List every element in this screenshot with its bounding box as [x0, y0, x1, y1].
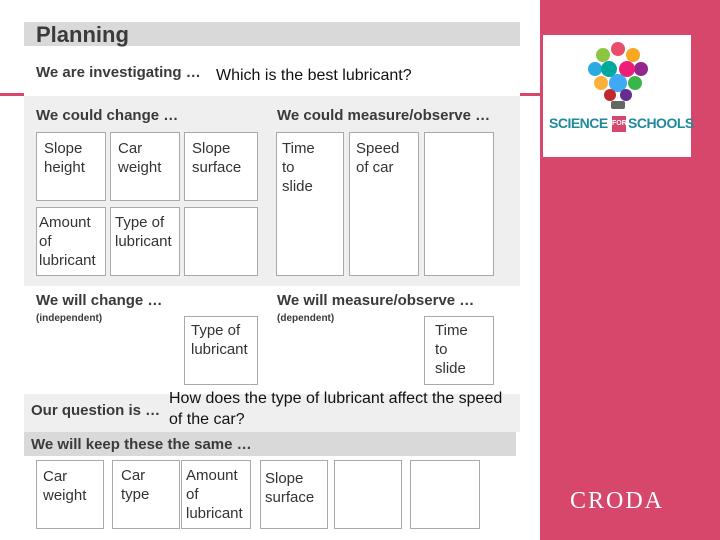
independent-label: (independent) — [36, 313, 103, 324]
logo-word-for: FOR — [612, 116, 626, 132]
croda-logo: CRODA — [570, 488, 665, 514]
could-change-card[interactable] — [184, 207, 258, 276]
keep-same-card[interactable] — [334, 460, 402, 529]
card-text: Type of lubricant — [191, 322, 248, 358]
keep-same-card[interactable] — [112, 460, 180, 529]
investigating-text: Which is the best lubricant? — [216, 67, 412, 84]
dependent-variable-card[interactable] — [424, 316, 494, 385]
independent-variable-card[interactable] — [184, 316, 258, 385]
card-text: Time to slide — [435, 322, 468, 377]
keep-same-bar — [24, 432, 516, 456]
planning-sheet — [24, 22, 520, 540]
logo-word-science: SCIENCE — [549, 115, 608, 131]
dependent-label: (dependent) — [277, 313, 335, 324]
keep-same-card[interactable] — [260, 460, 328, 529]
could-change-card[interactable] — [184, 132, 258, 201]
card-text: Car weight — [118, 140, 162, 176]
could-change-card[interactable] — [110, 132, 180, 201]
logo-word-schools: SCHOOLS — [628, 115, 694, 131]
lightbulb-icon — [583, 39, 653, 111]
card-text: Amount of lubricant — [186, 467, 243, 522]
keep-same-card[interactable] — [410, 460, 480, 529]
could-change-card[interactable] — [36, 132, 106, 201]
could-measure-card[interactable] — [276, 132, 344, 276]
could-change-card[interactable] — [36, 207, 106, 276]
will-measure-label: We will measure/observe … — [277, 292, 475, 309]
could-measure-label: We could measure/observe … — [277, 107, 491, 124]
card-text: Slope surface — [265, 470, 315, 506]
keep-same-card[interactable] — [36, 460, 104, 529]
keep-same-label: We will keep these the same … — [31, 436, 252, 453]
card-text: Car type — [121, 467, 150, 503]
investigating-label: We are investigating … — [36, 64, 201, 81]
card-text: Speed of car — [356, 140, 400, 176]
question-label: Our question is … — [31, 402, 161, 419]
page-title: Planning — [36, 22, 129, 47]
card-text: Slope height — [44, 140, 85, 176]
could-change-card[interactable] — [110, 207, 180, 276]
will-change-label: We will change … — [36, 292, 163, 309]
card-text: Time to slide — [282, 140, 315, 195]
card-text: Car weight — [43, 468, 87, 504]
science-for-schools-logo — [540, 32, 694, 160]
card-text: Amount of lubricant — [39, 214, 96, 269]
could-measure-card[interactable] — [424, 132, 494, 276]
title-bar — [24, 22, 520, 46]
could-measure-card[interactable] — [349, 132, 419, 276]
keep-same-card[interactable] — [181, 460, 251, 529]
card-text: Slope surface — [192, 140, 242, 176]
could-change-label: We could change … — [36, 107, 179, 124]
card-text: Type of lubricant — [115, 214, 172, 250]
question-text: How does the type of lubricant affect the speed of the car? — [169, 390, 503, 428]
